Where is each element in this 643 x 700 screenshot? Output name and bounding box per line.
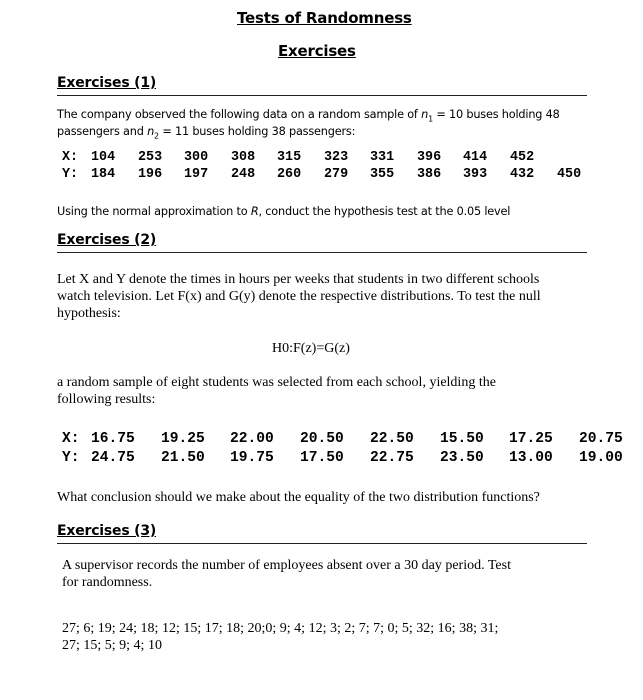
y-value: 248 (231, 167, 256, 182)
x-value: 22.50 (370, 431, 414, 447)
x-value: 300 (184, 150, 209, 165)
y-value: 23.50 (440, 450, 484, 466)
x-value: 16.75 (91, 431, 135, 447)
x-value: 323 (324, 150, 349, 165)
y-value: 450 (557, 167, 582, 182)
exercise-3-paragraph-line-1: A supervisor records the number of employees absent over a 30 day period. Test (62, 558, 511, 573)
x-value: 17.25 (509, 431, 553, 447)
page-subtitle: Exercises (278, 42, 356, 60)
exercise-3-heading: Exercises (3) (57, 523, 157, 539)
exercise-1-x-row (62, 150, 602, 168)
exercise-2-question: What conclusion should we make about the equality of the two distribution functions? (57, 490, 540, 505)
exercise-2-heading: Exercises (2) (57, 232, 157, 248)
exercise-1-heading: Exercises (1) (57, 75, 157, 91)
y-value: 279 (324, 167, 349, 182)
exercise-3-paragraph-line-2: for randomness. (62, 575, 153, 590)
y-value: 432 (510, 167, 535, 182)
y-value: 386 (417, 167, 442, 182)
y-label: Y: (62, 167, 79, 182)
y-value: 17.50 (300, 450, 344, 466)
x-value: 315 (277, 150, 302, 165)
exercise-3-data-line-1: 27; 6; 19; 24; 18; 12; 15; 17; 18; 20;0; 9; 4; 12; 3; 2; 7; 7; 0; 5; 32; 16; 38; 31; (62, 621, 499, 636)
exercise-3-divider (57, 543, 587, 544)
y-value: 197 (184, 167, 209, 182)
y-label: Y: (62, 450, 80, 466)
x-value: 20.50 (300, 431, 344, 447)
exercise-2-x-row (62, 431, 637, 450)
exercise-2-paragraph-line-1: Let X and Y denote the times in hours per weeks that students in two different schools (57, 272, 540, 287)
x-value: 20.75 (579, 431, 623, 447)
x-value: 15.50 (440, 431, 484, 447)
null-hypothesis: H0:F(z)=G(z) (272, 341, 350, 356)
page-title: Tests of Randomness (237, 9, 412, 27)
y-value: 260 (277, 167, 302, 182)
exercise-1-question: Using the normal approximation to R, conduct the hypothesis test at the 0.05 level (57, 205, 511, 218)
x-label: X: (62, 431, 80, 447)
exercise-2-divider (57, 252, 587, 253)
exercise-1-intro-line-2: passengers and $n_2 = 11$ buses holding 38 passengers: (57, 125, 356, 141)
y-value: 13.00 (509, 450, 553, 466)
exercise-2-paragraph2-line-1: a random sample of eight students was selected from each school, yielding the (57, 375, 496, 390)
y-value: 19.75 (230, 450, 274, 466)
x-value: 396 (417, 150, 442, 165)
exercise-2-paragraph-line-2: watch television. Let F(x) and G(y) denote the respective distributions. To test the null (57, 289, 541, 304)
x-value: 308 (231, 150, 256, 165)
x-value: 104 (91, 150, 116, 165)
x-value: 331 (370, 150, 395, 165)
x-value: 22.00 (230, 431, 274, 447)
y-value: 393 (463, 167, 488, 182)
exercise-1-intro-line-1: The company observed the following data on a random sample of $n_1 = 10$ buses holding 48 (57, 108, 560, 124)
x-label: X: (62, 150, 79, 165)
y-value: 355 (370, 167, 395, 182)
x-value: 452 (510, 150, 535, 165)
exercise-3-data-line-2: 27; 15; 5; 9; 4; 10 (62, 638, 162, 653)
y-value: 24.75 (91, 450, 135, 466)
y-value: 21.50 (161, 450, 205, 466)
y-value: 196 (138, 167, 163, 182)
exercise-2-paragraph2-line-2: following results: (57, 392, 156, 407)
exercise-1-y-row (62, 167, 622, 185)
y-value: 19.00 (579, 450, 623, 466)
y-value: 22.75 (370, 450, 414, 466)
x-value: 414 (463, 150, 488, 165)
exercise-1-divider (57, 95, 587, 96)
x-value: 19.25 (161, 431, 205, 447)
exercise-2-paragraph-line-3: hypothesis: (57, 306, 121, 321)
x-value: 253 (138, 150, 163, 165)
exercise-2-y-row (62, 450, 637, 469)
y-value: 184 (91, 167, 116, 182)
